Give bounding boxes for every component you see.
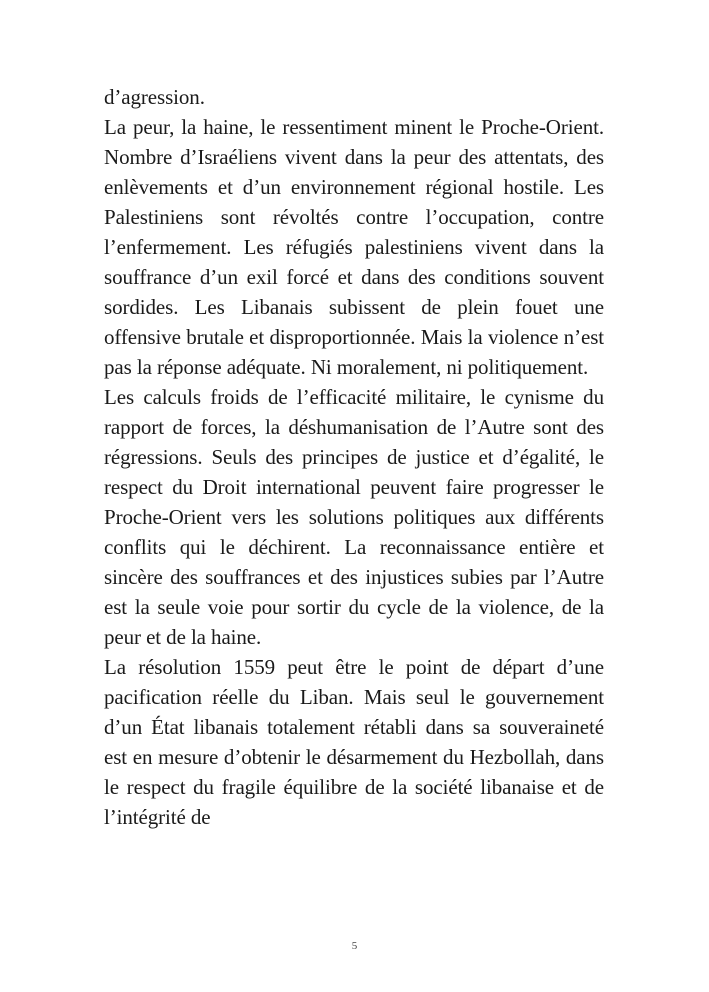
- page-number: 5: [351, 940, 358, 952]
- paragraph-continuation: d’agression.: [104, 85, 205, 109]
- paragraph-resolution-1559: La résolution 1559 peut être le point de départ d’une pacification réelle du Liban. Mais seul le gouvernement d’un État libanais totalement rétabli dans sa souveraineté est en mesure d’obtenir le désarmement du Hezbollah, dans le respect du fragile équilibre de la société libanaise et de l’intégrité de: [104, 655, 604, 829]
- paragraph-military-calculus: Les calculs froids de l’efficacité militaire, le cynisme du rapport de forces, la déshumanisation de l’Autre sont des régressions. Seuls des principes de justice et d’égalité, le respect du Droit international peuvent faire progresser le Proche-Orient vers les solutions politiques aux différents conflits qui le déchirent. La reconnaissance entière et sincère des souffrances et des injustices subies par l’Autre est la seule voie pour sortir du cycle de la violence, de la peur et de la haine.: [104, 385, 604, 649]
- paragraph-fear-hatred: La peur, la haine, le ressentiment minent le Proche-Orient. Nombre d’Israéliens vivent dans la peur des attentats, des enlèvements et d’un environnement régional hostile. Les Palestiniens sont révoltés contre l’occupation, contre l’enfermement. Les réfugiés palestiniens vivent dans la souffrance d’un exil forcé et dans des conditions souvent sordides. Les Libanais subissent de plein fouet une offensive brutale et disproportionnée. Mais la violence n’est pas la réponse adéquate. Ni moralement, ni politiquement.: [104, 115, 604, 379]
- body-text: [104, 82, 604, 832]
